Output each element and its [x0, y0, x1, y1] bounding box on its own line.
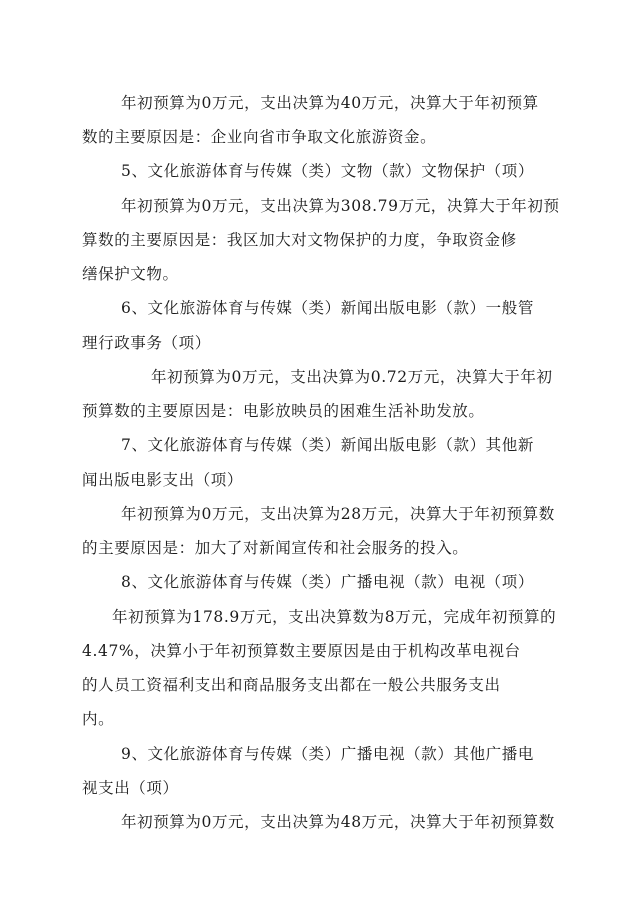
text-line: 内。: [82, 710, 115, 728]
section-heading: 视支出（项）: [82, 779, 179, 797]
text-line: 缮保护文物。: [82, 265, 179, 283]
text-line: 的主要原因是：加大了对新闻宣传和社会服务的投入。: [82, 539, 469, 557]
text-line: 年初预算为0万元，支出决算为40万元，决算大于年初预算: [121, 94, 539, 112]
text-line: 4.47%，决算小于年初预算数主要原因是由于机构改革电视台: [82, 642, 521, 660]
text-line: 数的主要原因是：企业向省市争取文化旅游资金。: [82, 128, 437, 146]
text-line: 年初预算为0万元，支出决算为48万元，决算大于年初预算数: [121, 813, 555, 831]
text-line: 年初预算为0万元，支出决算为308.79万元，决算大于年初预: [121, 197, 560, 215]
section-heading: 5、文化旅游体育与传媒（类）文物（款）文物保护（项）: [121, 162, 534, 180]
text-line: 的人员工资福利支出和商品服务支出都在一般公共服务支出: [82, 676, 501, 694]
text-line: 年初预算为0万元，支出决算为28万元，决算大于年初预算数: [121, 505, 555, 523]
text-line: 预算数的主要原因是：电影放映员的困难生活补助发放。: [82, 402, 485, 420]
text-line: 年初预算为0万元，支出决算为0.72万元，决算大于年初: [151, 368, 553, 386]
section-heading: 6、文化旅游体育与传媒（类）新闻出版电影（款）一般管: [121, 299, 534, 317]
section-heading: 闻出版电影支出（项）: [82, 471, 244, 489]
text-line: 算数的主要原因是：我区加大对文物保护的力度，争取资金修: [82, 231, 517, 249]
section-heading: 8、文化旅游体育与传媒（类）广播电视（款）电视（项）: [121, 573, 534, 591]
text-line: 年初预算为178.9万元，支出决算数为8万元，完成年初预算的: [112, 608, 557, 626]
section-heading: 9、文化旅游体育与传媒（类）广播电视（款）其他广播电: [121, 745, 534, 763]
section-heading: 7、文化旅游体育与传媒（类）新闻出版电影（款）其他新: [121, 436, 534, 454]
section-heading: 理行政事务（项）: [82, 334, 211, 352]
